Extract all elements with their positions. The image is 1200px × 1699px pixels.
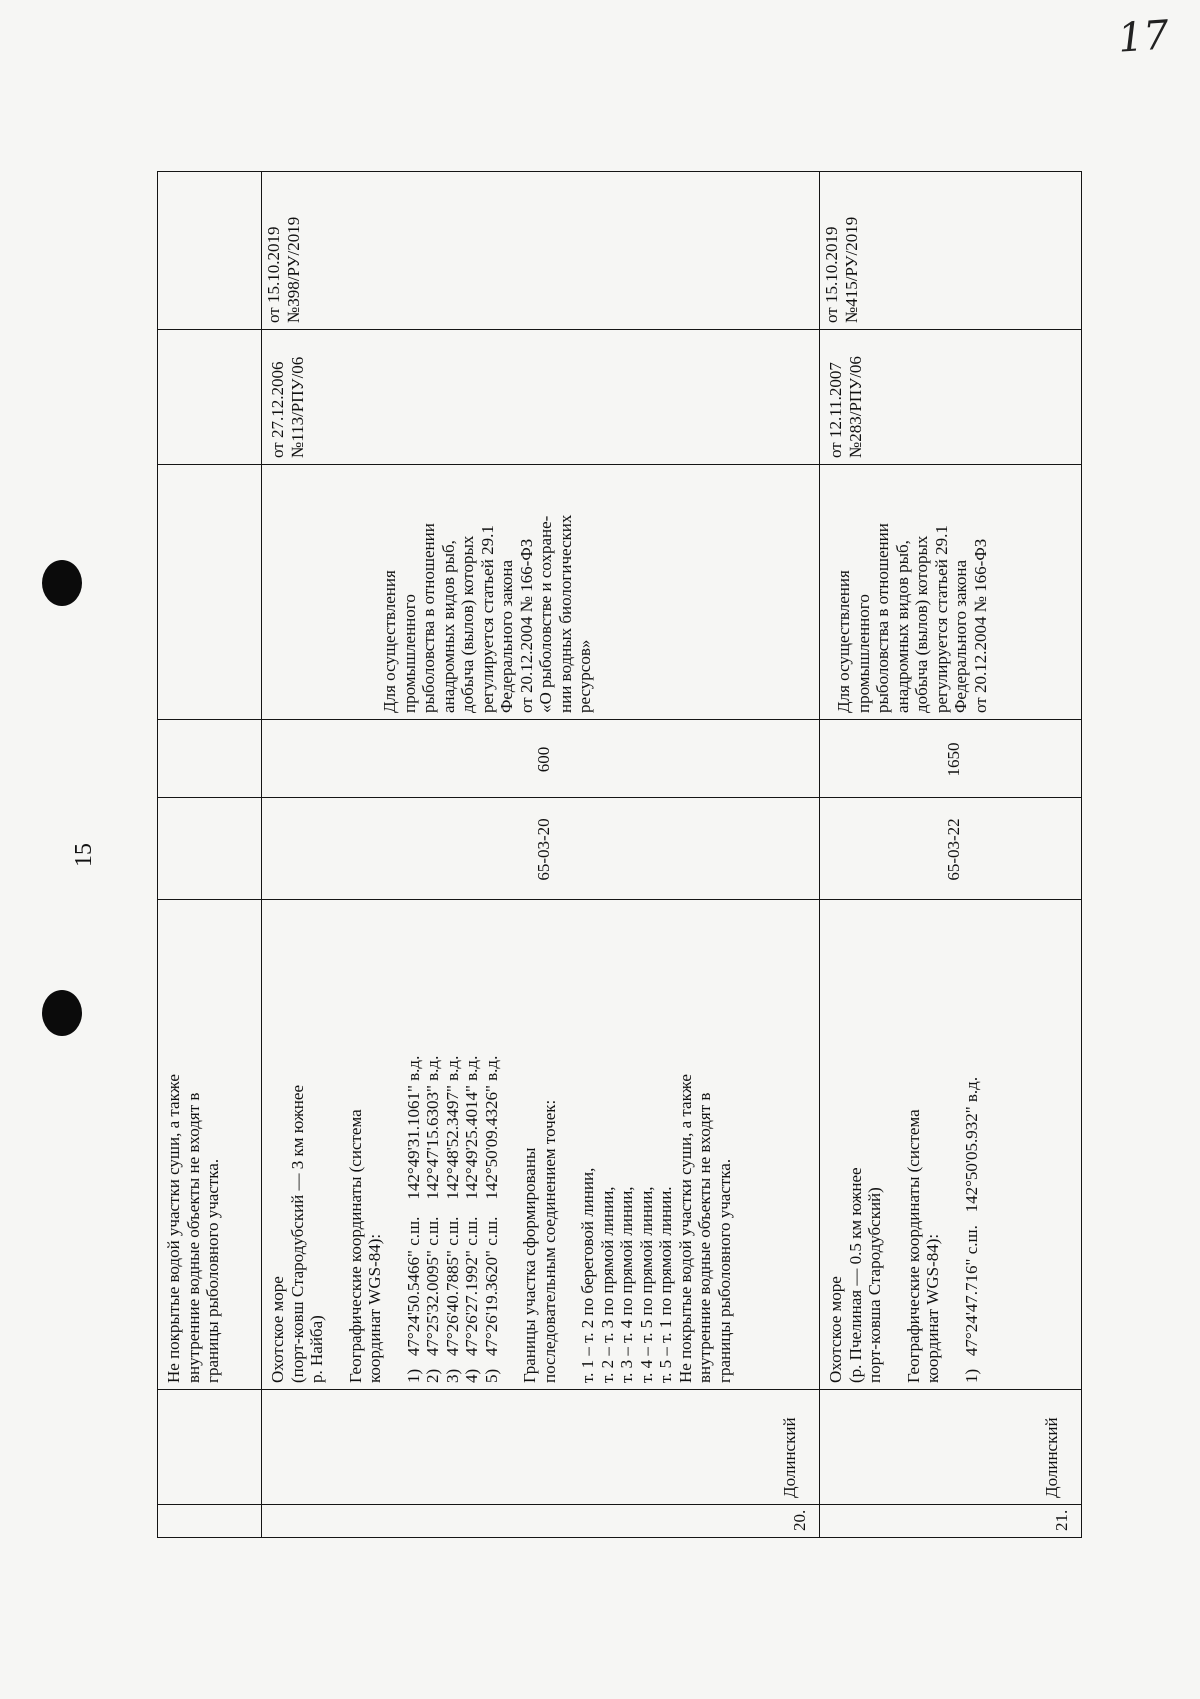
table-row-continued: [158, 172, 262, 1538]
purpose-line: от 20.12.2004 № 166-ФЗ: [516, 538, 536, 713]
contract-date: от 15.10.2019: [264, 226, 283, 323]
area-size: 1650: [820, 720, 1082, 798]
usage-purpose: [820, 465, 1082, 720]
contract-reference: [262, 172, 820, 330]
purpose-line: рыболовства в отношении: [419, 523, 438, 713]
coordinates-heading: Географические координаты (система: [345, 1109, 365, 1383]
boundary-connection: т. 1 – т. 2 по береговой линии,: [578, 1167, 597, 1383]
purpose-line: Федерального закона: [951, 559, 970, 713]
coordinate-point: 4) 47°26'27.1992" с.ш. 142°49'25.4014" в.д.: [462, 1055, 481, 1383]
purpose-line: нии водных биологических: [555, 514, 575, 713]
area-code: 65-03-20: [262, 798, 820, 900]
description-line: внутренние водные объекты не входят в: [183, 1092, 203, 1383]
description-line: Не покрытые водой участки суши, а также: [164, 1074, 183, 1383]
water-body: (порт-ковш Стародубский — 3 км южнее: [287, 1085, 307, 1383]
usage-purpose: [262, 465, 820, 720]
cell-description: [158, 900, 262, 1390]
boundary-connection: т. 3 – т. 4 по прямой линии,: [617, 1186, 636, 1383]
page-number: 15: [71, 843, 97, 867]
area-code: 65-03-22: [820, 798, 1082, 900]
decision-reference: [262, 330, 820, 465]
purpose-line: «О рыболовстве и сохране-: [536, 515, 555, 713]
purpose-line: ресурсов»: [575, 639, 594, 713]
boundary-heading: последовательным соединением точек:: [539, 1099, 559, 1383]
row-number: 20.: [262, 1505, 820, 1538]
coordinates-heading: Географические координаты (система: [903, 1109, 923, 1383]
coordinate-point: 1) 47°24'47.716" с.ш. 142°50'05.932" в.д.: [961, 1076, 981, 1383]
purpose-line: регулируется статьей 29.1: [931, 525, 951, 713]
water-body: р. Найба): [307, 1315, 326, 1383]
region-name: Долинский: [262, 1390, 820, 1505]
description-line: границы рыболовного участка.: [203, 1158, 222, 1383]
area-description: [262, 900, 820, 1390]
exclusion-note: внутренние водные объекты не входят в: [695, 1092, 714, 1383]
punch-hole-top: [42, 560, 82, 606]
decision-number: №113/РПУ/06: [287, 356, 307, 458]
cell-area: [158, 720, 262, 798]
water-body: Охотское море: [268, 1276, 287, 1383]
purpose-line: анадромных видов рыб,: [892, 540, 912, 713]
purpose-line: промышленного: [853, 594, 873, 713]
coordinates-heading: координат WGS-84):: [923, 1233, 942, 1383]
boundary-connection: т. 2 – т. 3 по прямой линии,: [597, 1186, 617, 1383]
water-body: Охотское море: [826, 1276, 845, 1383]
purpose-line: от 20.12.2004 № 166-ФЗ: [970, 538, 990, 713]
purpose-line: Федерального закона: [497, 559, 516, 713]
cell-decision: [158, 330, 262, 465]
handwritten-page-mark: 17: [1116, 12, 1171, 62]
water-body: (р. Пчелиная — 0.5 км южнее: [845, 1167, 865, 1383]
purpose-line: добыча (вылов) которых: [912, 535, 931, 713]
table-row-20: [262, 172, 820, 1538]
purpose-line: Для осуществления: [380, 570, 399, 713]
exclusion-note: Не покрытые водой участки суши, а также: [675, 1074, 695, 1383]
purpose-line: регулируется статьей 29.1: [477, 525, 497, 713]
contract-number: №398/РУ/2019: [283, 216, 303, 323]
exclusion-note: границы рыболовного участка.: [714, 1158, 734, 1383]
row-number: 21.: [820, 1505, 1082, 1538]
area-description: [820, 900, 1082, 1390]
decision-number: №283/РПУ/06: [845, 356, 865, 458]
boundary-connection: т. 4 – т. 5 по прямой линии,: [636, 1186, 656, 1383]
table-row-21: [820, 172, 1082, 1538]
cell-purpose: [158, 465, 262, 720]
area-size: 600: [262, 720, 820, 798]
fishing-areas-table: [157, 172, 1081, 1538]
purpose-line: рыболовства в отношении: [873, 523, 892, 713]
coordinate-point: 3) 47°26'40.7885" с.ш. 142°48'52.3497" в.д.: [442, 1055, 462, 1383]
boundary-connection: т. 5 – т. 1 по прямой линии.: [656, 1186, 675, 1383]
coordinate-point: 1) 47°24'50.5466" с.ш. 142°49'31.1061" в.д.: [403, 1055, 423, 1383]
purpose-line: Для осуществления: [834, 570, 853, 713]
decision-date: от 12.11.2007: [826, 362, 845, 458]
cell-contract: [158, 172, 262, 330]
cell-region: [158, 1390, 262, 1505]
contract-date: от 15.10.2019: [822, 226, 841, 323]
decision-reference: [820, 330, 1082, 465]
water-body: порт-ковша Стародубский): [865, 1187, 884, 1383]
boundary-heading: Границы участка сформированы: [520, 1147, 539, 1383]
purpose-line: анадромных видов рыб,: [438, 540, 458, 713]
contract-reference: [820, 172, 1082, 330]
coordinate-point: 5) 47°26'19.3620" с.ш. 142°50'09.4326" в.д.: [481, 1055, 501, 1383]
region-name: Долинский: [820, 1390, 1082, 1505]
coordinate-point: 2) 47°25'32.0095" с.ш. 142°47'15.6303" в.д.: [423, 1055, 442, 1383]
cell-number: [158, 1505, 262, 1538]
decision-date: от 27.12.2006: [268, 361, 287, 458]
contract-number: №415/РУ/2019: [841, 216, 861, 323]
purpose-line: добыча (вылов) которых: [458, 535, 477, 713]
punch-hole-bottom: [42, 990, 82, 1036]
coordinates-heading: координат WGS-84):: [365, 1233, 384, 1383]
cell-code: [158, 798, 262, 900]
purpose-line: промышленного: [399, 594, 419, 713]
